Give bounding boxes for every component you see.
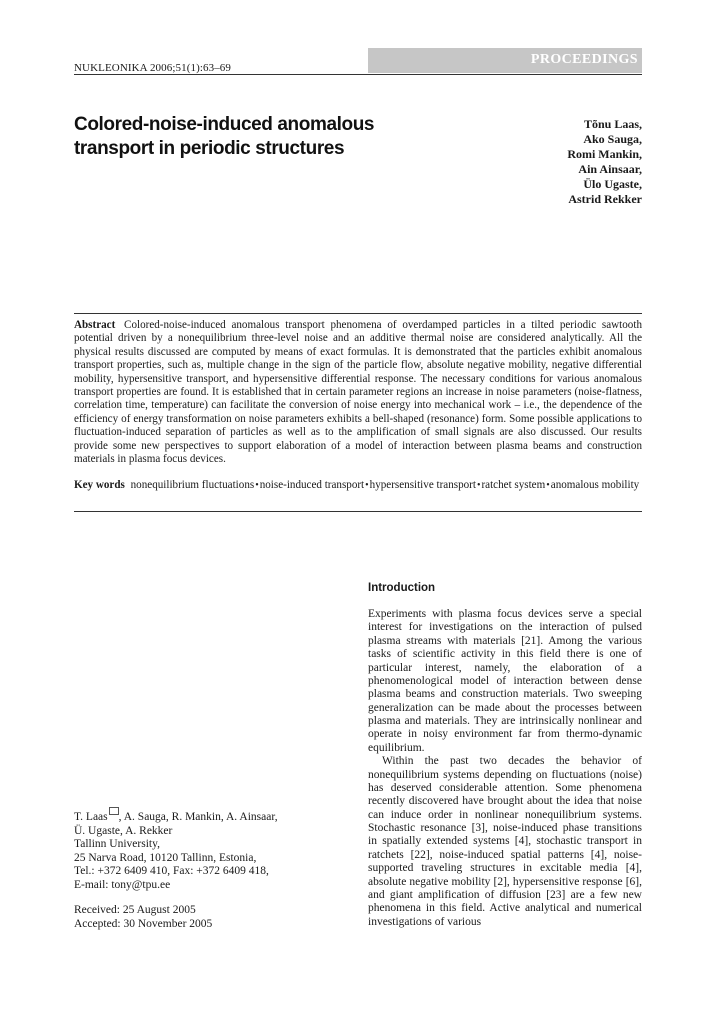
author-name: Tõnu Laas, (583, 117, 642, 131)
article-dates (74, 904, 212, 931)
author-name: Ülo Ugaste, (583, 177, 642, 191)
author-list (567, 117, 642, 207)
keyword: nonequilibrium fluctuations (130, 479, 255, 491)
abstract-text: Colored-noise-induced anomalous transport phenomena of overdamped particles in a tilted periodic sawtooth potential driven by a nonequilibrium three-level noise and an additive thermal noise are considered analytically. All the physical results discussed are computed by means of exact formulas. It is demonstrated that the particles exhibit anomalous transport properties, such as, multiple change in the sign of the particle flow, absolute negative mobility, negative differential mobility, hypersensitive transport, and hypersensitive differential response. The necessary conditions for various anomalous transport properties are found. It is established that in certain parameter regions an increase in noise parameters (noise-flatness, correlation time, temperature) can facilitate the conversion of noise energy into mechanical work – i.e., the dependence of the efficiency of energy transformation on noise parameters exhibits a bell-shaped (resonance) form. Some possible applications to fluctuation-induced separation of particles as well as to the amplification of small signals are also discussed. Our results provide some new perspectives to support elaboration of a model of interaction between plasma beams and construction materials in plasma focus devices. (74, 319, 642, 466)
affiliation-authors: , A. Sauga, R. Mankin, A. Ainsaar, (118, 811, 278, 823)
keywords-bottom-rule (74, 511, 642, 512)
author-affiliation (74, 811, 334, 892)
article-title: Colored-noise-induced anomalous transport in periodic structures (74, 114, 375, 159)
phone-fax: Tel.: +372 6409 410, Fax: +372 6409 418, (74, 865, 269, 877)
author-name: Astrid Rekker (568, 192, 642, 206)
address: 25 Narva Road, 10120 Tallinn, Estonia, (74, 851, 257, 864)
journal-citation: NUKLEONIKA 2006;51(1):63–69 (74, 62, 231, 74)
keyword: anomalous mobility (550, 479, 640, 491)
introduction-heading: Introduction (368, 582, 436, 594)
keyword-separator: • (546, 480, 550, 491)
keyword-separator: • (365, 480, 369, 491)
introduction-paragraph: Within the past two decades the behavior of nonequilibrium systems depending on fluctuations (noise) has deserved considerable attention. Some phenomena recently discovered have brought about the idea that noise can induce order in nonlinear nonequilibrium systems. Stochastic resonance [3], noise-induced phase transitions in spatially extended systems [4], stochastic transport in ratchets [22], noise-induced spatial patterns [4], noise-supported traveling structures in excitable media [4], absolute negative mobility [2], hypersensitive response [6], and giant amplification of diffusion [23] are a few new phenomena in this field. Active analytical and numerical investigations of various (368, 755, 642, 928)
keyword: noise-induced transport (259, 479, 365, 491)
keyword: hypersensitive transport (369, 479, 476, 491)
author-name: Ako Sauga, (583, 132, 642, 146)
abstract-label: Abstract (74, 319, 116, 331)
keywords (74, 479, 642, 492)
author-name: Romi Mankin, (567, 147, 642, 161)
received-date: Received: 25 August 2005 (74, 904, 196, 916)
keyword-separator: • (255, 480, 259, 491)
email: E-mail: tony@tpu.ee (74, 878, 171, 891)
affiliation-authors-cont: Ü. Ugaste, A. Rekker (74, 824, 173, 837)
accepted-date: Accepted: 30 November 2005 (74, 917, 213, 930)
introduction-paragraph: Experiments with plasma focus devices serve a special interest for investigations on the interaction of pulsed plasma streams with materials [21]. Among the various tasks of scientific activity in this field there is one of particular interest, namely, the elaboration of a phenomenological model of interaction between dense plasma beams and construction materials. Two sweeping generalization can be made about the processes between plasma and materials. They are intrinsically nonlinear and operate in noisy environment far from thermo-dynamic equilibrium. (368, 608, 642, 754)
abstract (74, 319, 642, 466)
keyword: ratchet system (481, 479, 546, 491)
header-rule (74, 74, 642, 75)
abstract-top-rule (74, 313, 642, 314)
section-label: PROCEEDINGS (530, 52, 638, 67)
author-name: Ain Ainsaar, (578, 162, 642, 176)
corresponding-author: T. Laas (74, 811, 108, 823)
introduction-body (368, 608, 642, 929)
keyword-separator: • (476, 480, 481, 491)
section-banner (368, 48, 642, 73)
envelope-icon (109, 807, 119, 815)
institution: Tallinn University, (74, 838, 160, 850)
keywords-label: Key words (74, 479, 125, 491)
